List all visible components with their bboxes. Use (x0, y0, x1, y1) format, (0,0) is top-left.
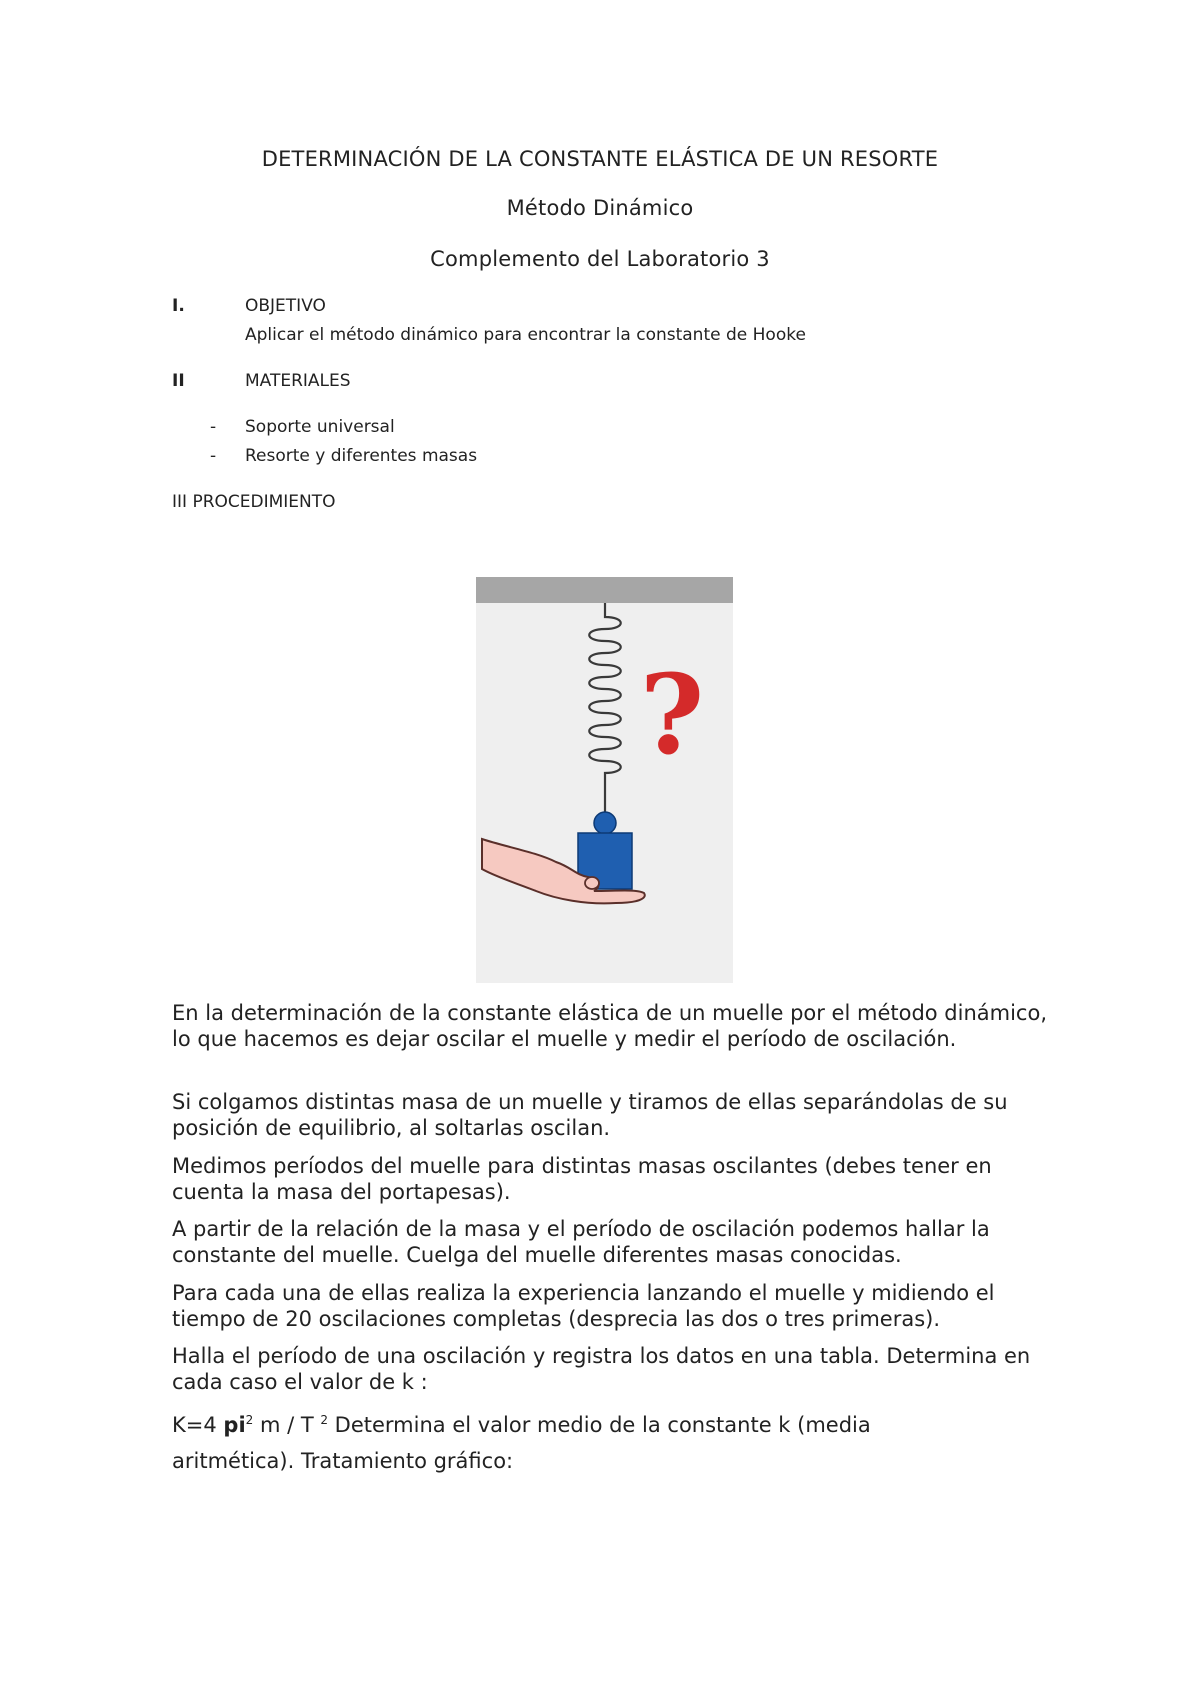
document-subtitle-lab: Complemento del Laboratorio 3 (430, 247, 770, 271)
section-heading-procedimiento: III PROCEDIMIENTO (172, 492, 336, 512)
paragraph-4: A partir de la relación de la masa y el período de oscilación podemos hallar la constante del muelle. Cuelga del muelle diferentes masas conocidas. (172, 1217, 990, 1267)
section-heading-objetivo: OBJETIVO (245, 296, 326, 316)
mass-hook-knob (594, 812, 616, 834)
section-number-materiales: II (172, 371, 185, 391)
list-item-resorte: Resorte y diferentes masas (245, 446, 478, 466)
paragraph-5: Para cada una de ellas realiza la experiencia lanzando el muelle y midiendo el tiempo de 20 oscilaciones completas (desprecia las dos o tres primeras). (172, 1281, 995, 1331)
objetivo-text: Aplicar el método dinámico para encontrar la constante de Hooke (245, 325, 806, 345)
spring-mass-illustration (476, 577, 733, 983)
document-subtitle: Método Dinámico (506, 196, 694, 220)
list-bullet: - (210, 417, 217, 437)
document-title: DETERMINACIÓN DE LA CONSTANTE ELÁSTICA DE UN RESORTE (261, 147, 939, 171)
thumb-icon (585, 877, 599, 889)
question-mark-icon: ? (639, 650, 705, 779)
ceiling-bar (476, 577, 733, 603)
formula-line: K=4 $pi^2$ m / T $^2$ Determina el valor medio de la constante k (media (172, 1413, 871, 1437)
list-bullet: - (210, 446, 217, 466)
paragraph-6: Halla el período de una oscilación y registra los datos en una tabla. Determina en cada caso el valor de k : (172, 1344, 1031, 1394)
paragraph-3: Medimos períodos del muelle para distintas masas oscilantes (debes tener en cuenta la masa del portapesas). (172, 1154, 992, 1204)
section-number-objetivo: I. (172, 296, 185, 316)
paragraph-2: Si colgamos distintas masa de un muelle y tiramos de ellas separándolas de su posición de equilibrio, al soltarlas oscilan. (172, 1090, 1008, 1140)
list-item-soporte: Soporte universal (245, 417, 395, 437)
formula-continuation: aritmética). Tratamiento gráfico: (172, 1449, 514, 1473)
section-heading-materiales: MATERIALES (245, 371, 351, 391)
paragraph-1: En la determinación de la constante elástica de un muelle por el método dinámico, lo que hacemos es dejar oscilar el muelle y medir el período de oscilación. (172, 1001, 1047, 1051)
